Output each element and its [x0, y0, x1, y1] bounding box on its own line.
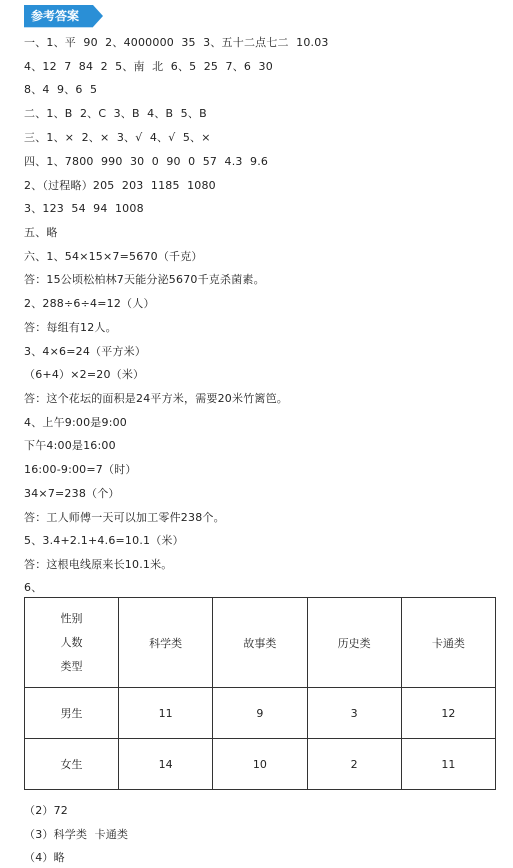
- answer-line: 3、4×6=24（平方米）: [24, 345, 147, 358]
- column-header: 故事类: [213, 598, 307, 688]
- answer-line: 三、1、× 2、× 3、√ 4、√ 5、×: [24, 131, 211, 144]
- column-header: 历史类: [307, 598, 401, 688]
- corner-label-gender: 性别: [60, 611, 83, 625]
- corner-label-count: 人数: [60, 635, 83, 649]
- answer-line: 34×7=238（个）: [24, 487, 120, 500]
- answer-line: 答：工人师傅一天可以加工零件238个。: [24, 511, 225, 524]
- column-header: 卡通类: [401, 598, 495, 688]
- answer-line: 答：这个花坛的面积是24平方米，需要20米竹篱笆。: [24, 392, 288, 405]
- answer-line: 五、略: [24, 226, 58, 239]
- table-cell: 11: [401, 739, 495, 790]
- answer-line: 二、1、B 2、C 3、B 4、B 5、B: [24, 107, 207, 120]
- answer-line: 答：这根电线原来长10.1米。: [24, 558, 173, 571]
- answer-line: （4）略: [24, 851, 65, 864]
- table-cell: 14: [119, 739, 213, 790]
- table-row: [25, 739, 496, 790]
- answer-line: （3）科学类 卡通类: [24, 828, 129, 841]
- table-cell: 10: [213, 739, 307, 790]
- column-header: 科学类: [119, 598, 213, 688]
- row-label: 女生: [25, 739, 119, 790]
- row-label: 男生: [25, 688, 119, 739]
- answer-line: 答：每组有12人。: [24, 321, 117, 334]
- answer-line: 4、上午9:00是9:00: [24, 416, 128, 429]
- answer-line: 答：15公顷松柏林7天能分泌5670千克杀菌素。: [24, 273, 265, 286]
- answer-line: 四、1、7800 990 30 0 90 0 57 4.3 9.6: [24, 155, 269, 168]
- answer-line: 8、4 9、6 5: [24, 83, 98, 96]
- corner-label-type: 类型: [60, 659, 83, 673]
- answer-line: 2、288÷6÷4=12（人）: [24, 297, 155, 310]
- answer-line: 16:00-9:00=7（时）: [24, 463, 137, 476]
- answer-line: 一、1、平 90 2、4000000 35 3、五十二点七二 10.03: [24, 36, 329, 49]
- answer-line: 2、（过程略）205 203 1185 1080: [24, 179, 216, 192]
- table-cell: 12: [401, 688, 495, 739]
- answer-line: 4、12 7 84 2 5、南 北 6、5 25 7、6 30: [24, 60, 273, 73]
- answer-line: 下午4:00是16:00: [24, 439, 116, 452]
- answer-line: 六、1、54×15×7=5670（千克）: [24, 250, 203, 263]
- book-preference-table: [24, 597, 496, 790]
- answer-line: 5、3.4+2.1+4.6=10.1（米）: [24, 534, 184, 547]
- answer-line: 6、: [24, 581, 43, 594]
- table-corner-cell: [25, 598, 119, 688]
- table-cell: 2: [307, 739, 401, 790]
- answer-line: 3、123 54 94 1008: [24, 202, 144, 215]
- answer-line: （2）72: [24, 804, 68, 817]
- badge-underline: [24, 27, 93, 28]
- table-cell: 3: [307, 688, 401, 739]
- answer-line: （6+4）×2=20（米）: [24, 368, 145, 381]
- table-cell: 9: [213, 688, 307, 739]
- answer-key-badge: 参考答案: [24, 5, 93, 27]
- table-header-row: [25, 598, 496, 688]
- table-cell: 11: [119, 688, 213, 739]
- table-row: [25, 688, 496, 739]
